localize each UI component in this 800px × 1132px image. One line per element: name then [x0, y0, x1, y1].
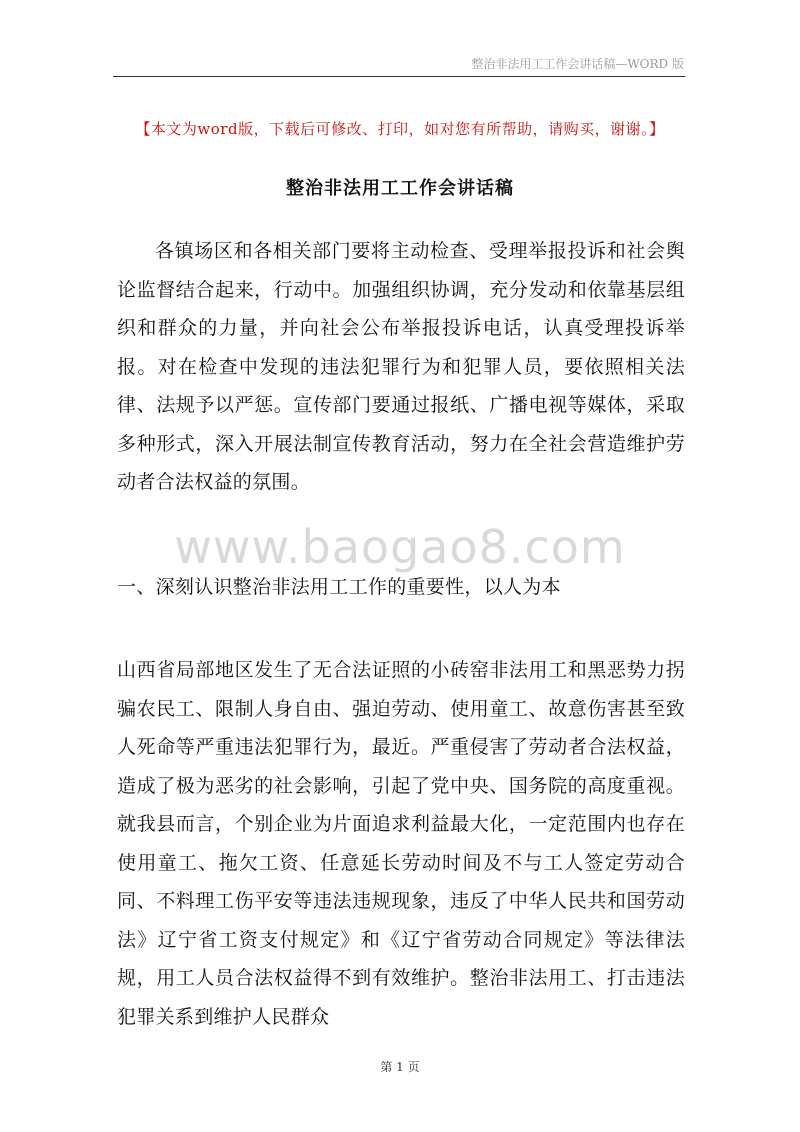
body-paragraph-2: 山西省局部地区发生了无合法证照的小砖窑非法用工和黑恶势力拐骗农民工、限制人身自由、强迫劳动、使用童工、故意伤害甚至致人死命等严重违法犯罪行为，最近。严重侵害了劳动者合法权益，造成了极为恶劣的社会影响，引起了党中央、国务院的高度重视。就我县而言，个别企业为片面追求利益最大化，一定范围内也存在使用童工、拖欠工资、任意延长劳动时间及不与工人签定劳动合同、不料理工伤平安等违法违规现象，违反了中华人民共和国劳动法》辽宁省工资支付规定》和《辽宁省劳动合同规定》等法律法规，用工人员合法权益得不到有效维护。整治非法用工、打击违法犯罪关系到维护人民群众: [117, 659, 685, 1028]
section-heading: 一、深刻认识整治非法用工工作的重要性，以人为本: [117, 576, 561, 598]
download-notice: 【本文为word版，下载后可修改、打印，如对您有所帮助，请购买，谢谢。】: [135, 120, 665, 138]
document-title: 整治非法用工工作会讲话稿: [286, 178, 514, 199]
running-header: 整治非法用工工作会讲话稿—WORD 版: [471, 57, 684, 71]
body-paragraph-1: 各镇场区和各相关部门要将主动检查、受理举报投诉和社会舆论监督结合起来，行动中。加强组织协调，充分发动和依靠基层组织和群众的力量，并向社会公布举报投诉电话，认真受理投诉举报。对在检查中发现的违法犯罪行为和犯罪人员，要依照相关法律、法规予以严惩。宣传部门要通过报纸、广播电视等媒体，采取多种形式，深入开展法制宣传教育活动，努力在全社会营造维护劳动者合法权益的氛围。: [117, 240, 685, 493]
site-watermark: www.baogao8.com: [174, 520, 626, 574]
header-divider: [113, 76, 685, 77]
page-number: 第 1 页: [380, 1060, 420, 1074]
